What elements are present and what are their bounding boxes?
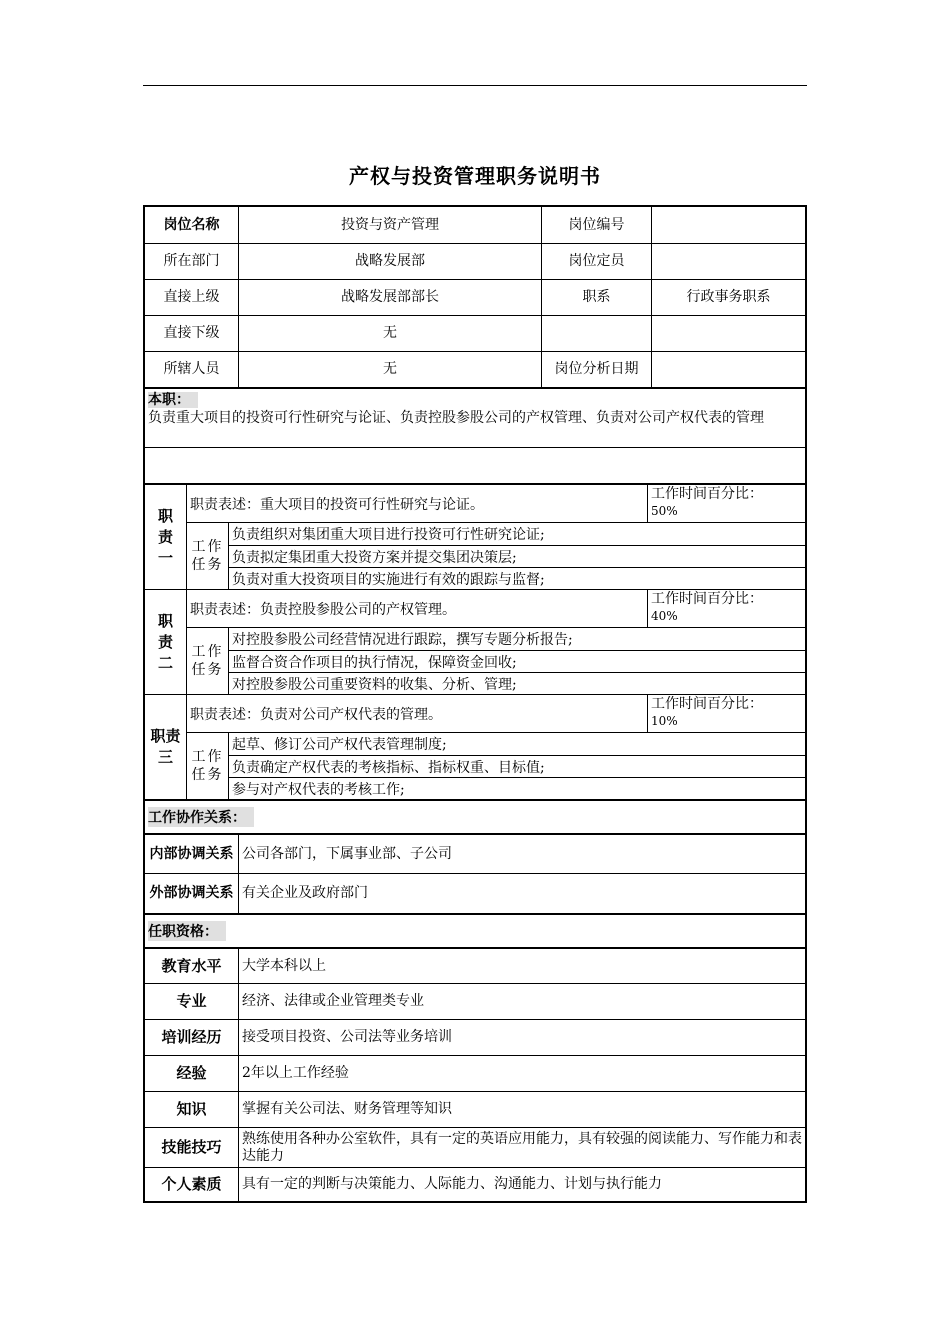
qualification-row	[145, 1019, 805, 1055]
duty-heading: 职 责 二	[157, 611, 173, 672]
value-job-family: 行政事务职系	[651, 280, 805, 315]
qualification-value: 大学本科以上	[238, 949, 805, 983]
label-analysis-date: 岗位分析日期	[541, 352, 651, 387]
label-headcount: 岗位定员	[541, 244, 651, 279]
qualification-row	[145, 1127, 805, 1167]
duty-body	[186, 695, 805, 799]
cooperation-label: 工作协作关系：	[148, 807, 254, 827]
qualification-value: 具有一定的判断与决策能力、人际能力、沟通能力、计划与执行能力	[238, 1168, 805, 1201]
time-percentage-label: 工作时间百分比：	[651, 696, 763, 712]
time-percentage-value: 10%	[651, 714, 678, 728]
task-list	[228, 733, 805, 799]
qualifications-header-row	[145, 913, 805, 947]
task-item: 负责组织对集团重大项目进行投资可行性研究论证;	[232, 527, 545, 543]
qualification-value: 2年以上工作经验	[238, 1056, 805, 1091]
value-staff: 无	[238, 352, 541, 387]
time-percentage-label: 工作时间百分比：	[651, 486, 763, 502]
task-item: 对控股参股公司重要资料的收集、分析、管理;	[229, 672, 805, 694]
time-percentage-value: 50%	[651, 504, 678, 518]
main-duty	[145, 389, 767, 447]
basic-row-5	[145, 351, 805, 387]
duty-heading: 职责 三	[150, 727, 181, 766]
basic-row-1	[145, 207, 805, 243]
header-rule	[143, 85, 807, 86]
task-item: 参与对产权代表的考核工作;	[229, 777, 805, 799]
task-item: 对控股参股公司经营情况进行跟踪，撰写专题分析报告;	[232, 632, 573, 648]
time-percentage	[647, 695, 805, 732]
internal-coordination-row	[145, 833, 805, 873]
duty-block-2	[145, 589, 805, 694]
time-percentage-label: 工作时间百分比：	[651, 591, 763, 607]
task-item: 监督合资合作项目的执行情况，保障资金回收;	[229, 650, 805, 672]
qualification-label: 培训经历	[161, 1028, 222, 1046]
blank-row	[145, 447, 805, 483]
basic-row-2	[145, 243, 805, 279]
cooperation-header	[145, 801, 257, 833]
external-coordination-value: 有关企业及政府部门	[238, 874, 805, 913]
time-percentage	[647, 485, 805, 522]
label-position-name: 岗位名称	[163, 216, 220, 233]
duty-block-3	[145, 694, 805, 799]
task-label: 工作 任务	[191, 539, 224, 573]
task-item: 负责对重大投资项目的实施进行有效的跟踪与监督;	[229, 567, 805, 589]
time-percentage-value: 40%	[651, 609, 678, 623]
task-item: 负责拟定集团重大投资方案并提交集团决策层;	[229, 545, 805, 567]
label-supervisor: 直接上级	[163, 289, 220, 305]
duty-description: 职责表述：负责控股参股公司的产权管理。	[190, 601, 456, 618]
qualifications-label: 任职资格：	[148, 921, 226, 941]
cooperation-header-row	[145, 799, 805, 833]
time-percentage	[647, 590, 805, 627]
duty-description: 职责表述：重大项目的投资可行性研究与论证。	[190, 496, 484, 513]
label-subordinate: 直接下级	[163, 325, 220, 341]
basic-row-3	[145, 279, 805, 315]
value-department: 战略发展部	[238, 244, 541, 279]
main-duty-label: 本职：	[148, 392, 198, 408]
value-supervisor: 战略发展部部长	[238, 280, 541, 315]
task-item: 负责确定产权代表的考核指标、指标权重、目标值;	[229, 755, 805, 777]
external-coordination-row	[145, 873, 805, 913]
label-job-family: 职系	[541, 280, 651, 315]
task-item: 起草、修订公司产权代表管理制度;	[232, 737, 447, 753]
qualification-label: 技能技巧	[161, 1138, 222, 1156]
qualification-label: 教育水平	[161, 956, 222, 975]
duty-body	[186, 485, 805, 589]
value-analysis-date	[651, 352, 805, 387]
qualifications-header	[145, 915, 229, 947]
main-duty-row	[145, 387, 805, 447]
document-title: 产权与投资管理职务说明书	[349, 164, 601, 188]
external-coordination-label: 外部协调关系	[149, 885, 234, 901]
label-staff: 所辖人员	[163, 361, 220, 377]
label-department: 所在部门	[163, 253, 220, 269]
value-position-name: 投资与资产管理	[238, 207, 541, 243]
task-list	[228, 523, 805, 589]
value-headcount	[651, 244, 805, 279]
duty-heading: 职 责 一	[157, 506, 173, 567]
job-description-table	[143, 205, 807, 1203]
value-subordinate: 无	[238, 316, 541, 351]
duty-body	[186, 590, 805, 694]
basic-row-4	[145, 315, 805, 351]
task-label: 工作 任务	[191, 749, 224, 783]
main-duty-text: 负责重大项目的投资可行性研究与论证、负责控股参股公司的产权管理、负责对公司产权代表的管理	[148, 410, 764, 426]
task-label: 工作 任务	[191, 644, 224, 678]
qualification-row	[145, 1055, 805, 1091]
qualification-label: 经验	[176, 1064, 207, 1082]
qualification-row	[145, 947, 805, 983]
qualification-row	[145, 1167, 805, 1201]
qualification-value: 经济、法律或企业管理类专业	[238, 984, 805, 1019]
empty-cell	[651, 316, 805, 351]
qualification-label: 专业	[176, 992, 207, 1010]
internal-coordination-value: 公司各部门，下属事业部、子公司	[238, 835, 805, 873]
qualification-label: 知识	[176, 1100, 207, 1118]
qualification-row	[145, 1091, 805, 1127]
internal-coordination-label: 内部协调关系	[149, 845, 234, 862]
qualification-row	[145, 983, 805, 1019]
value-position-code	[651, 207, 805, 243]
qualification-value: 熟练使用各种办公室软件，具有一定的英语应用能力，具有较强的阅读能力、写作能力和表达能力	[238, 1128, 805, 1167]
duty-description: 职责表述：负责对公司产权代表的管理。	[190, 706, 442, 723]
empty-cell	[541, 316, 651, 351]
qualification-value: 掌握有关公司法、财务管理等知识	[238, 1092, 805, 1127]
qualification-label: 个人素质	[161, 1175, 222, 1193]
qualification-value: 接受项目投资、公司法等业务培训	[238, 1020, 805, 1055]
duty-block-1	[145, 483, 805, 589]
task-list	[228, 628, 805, 694]
label-position-code: 岗位编号	[541, 207, 651, 243]
